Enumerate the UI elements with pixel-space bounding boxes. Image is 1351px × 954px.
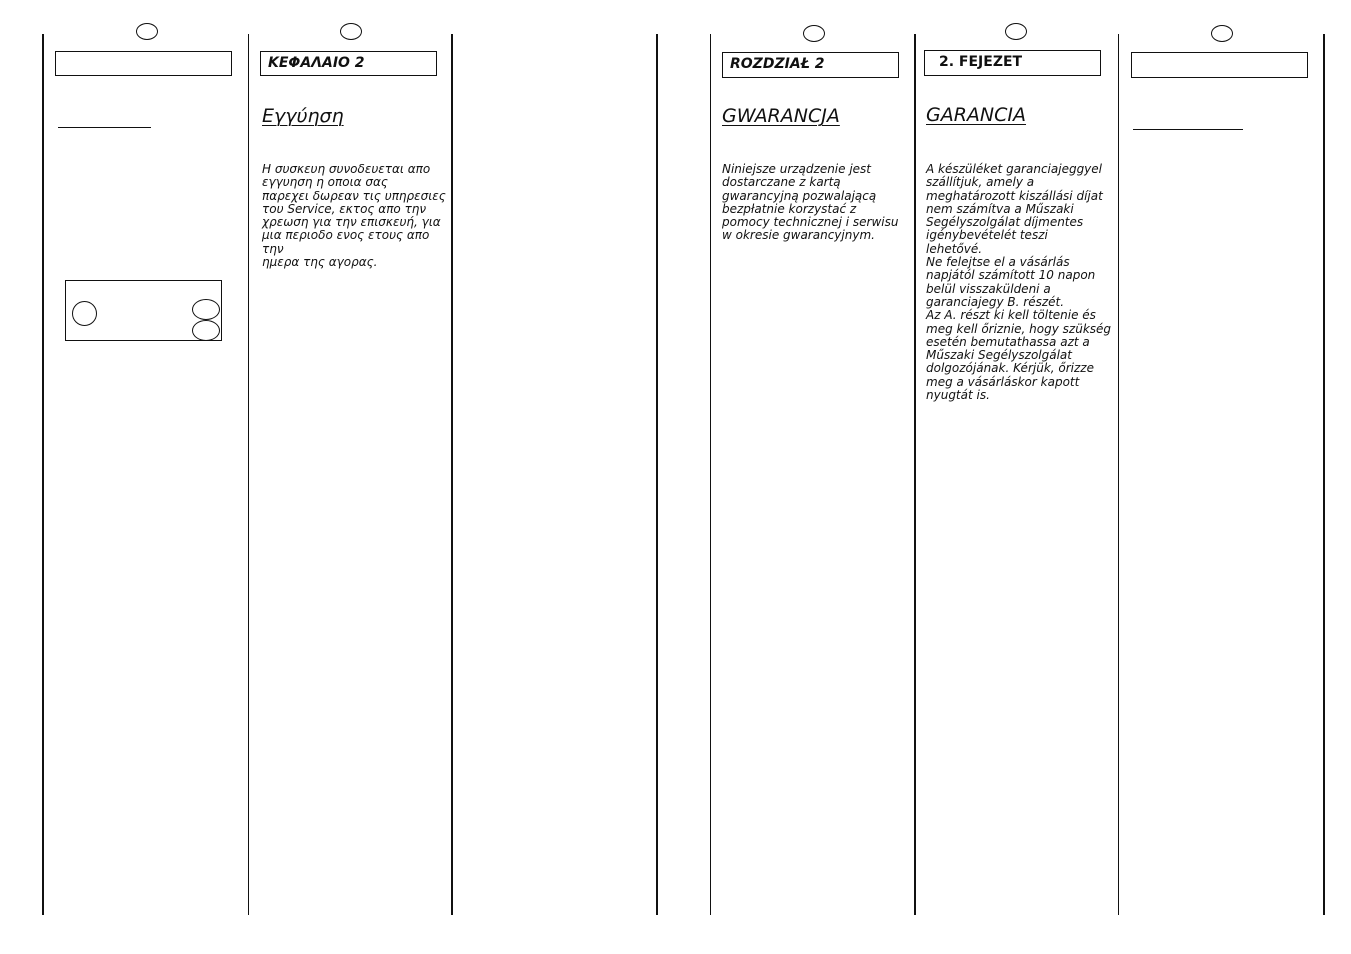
column-rule-4 [656, 34, 658, 915]
diagram-box [65, 280, 222, 341]
language-oval-icon [803, 25, 825, 42]
language-oval-icon [136, 23, 158, 40]
column-rule-7 [1118, 34, 1119, 915]
chapter-box-greek [260, 51, 437, 76]
diagram-circle-icon [192, 299, 220, 320]
chapter-box-empty-right [1131, 52, 1308, 78]
chapter-box-polish [722, 52, 899, 78]
language-oval-icon [1005, 23, 1027, 40]
chapter-label-greek: ΚΕΦΑΛΑΙΟ 2 [268, 55, 365, 71]
section-title-hungarian: GARANCIA [926, 104, 1027, 126]
body-text-greek: Η συσκευη συνοδευεται απο εγγυηση η οποια σας παρεχει δωρεαν τις υπηρεσιες του Service, εκτος απο την χρεωση για την επισκευή, για μια περιοδο ενος ετους απο την ημερα της αγορας. [262, 162, 446, 270]
diagram-circle-icon [192, 320, 220, 341]
section-title-polish: GWARANCJA [722, 105, 840, 127]
column-rule-5 [710, 34, 711, 915]
column-rule-2 [248, 34, 249, 915]
chapter-label-polish: ROZDZIAŁ 2 [730, 56, 825, 72]
language-oval-icon [1211, 25, 1233, 42]
section-title-greek: Εγγύηση [262, 105, 344, 127]
diagram-circle-icon [72, 301, 97, 326]
column-rule-8 [1323, 34, 1325, 915]
chapter-box-empty [55, 51, 232, 76]
title-underline-empty [58, 127, 151, 128]
body-text-hungarian: A készüléket garanciajeggyel szállítjuk, amely a meghatározott kiszállási díjat nem számítva a Műszaki Segélyszolgálat díjmentes igénybevételét teszi lehetővé. Ne felejtse el a vásárlás napjától számított 10 napon belül visszaküldeni a garanciajegy B. részét. Az A. részt ki kell töltenie és meg kell őriznie, hogy szükség esetén bemutathassa azt a Műszaki Segélyszolgálat dolgozójának. Kérjük, őrizze meg a vásárláskor kapott nyugtát is. [926, 162, 1112, 403]
title-underline-empty-right [1133, 129, 1243, 130]
column-rule-3 [451, 34, 453, 915]
body-text-polish: Niniejsze urządzenie jest dostarczane z kartą gwarancyjną pozwalającą bezpłatnie korzystać z pomocy technicznej i serwisu w okresie gwarancyjnym. [722, 162, 899, 243]
chapter-label-hungarian: 2. FEJEZET [939, 54, 1023, 70]
language-oval-icon [340, 23, 362, 40]
chapter-box-hungarian [924, 50, 1101, 76]
column-rule-6 [914, 34, 916, 915]
column-rule-1 [42, 34, 44, 915]
